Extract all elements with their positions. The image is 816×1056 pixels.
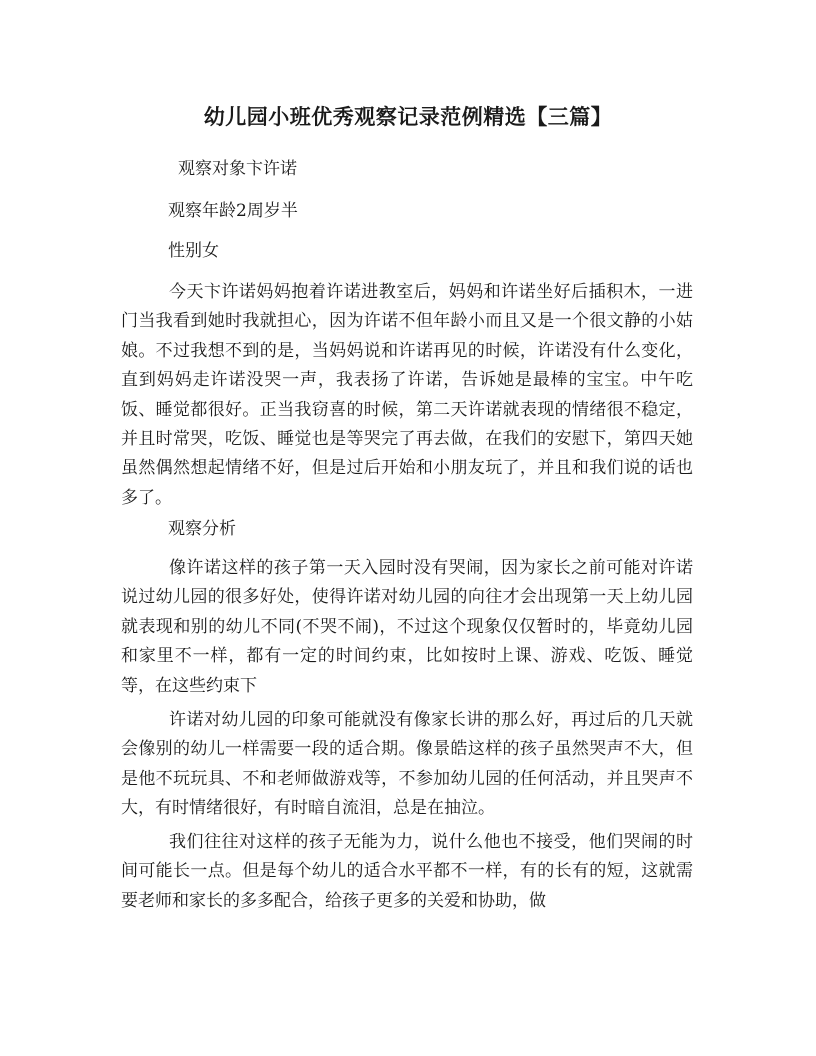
analysis-paragraph-3: 我们往往对这样的孩子无能为力，说什么他也不接受，他们哭闹的时间可能长一点。但是每个幼儿的适合水平都不一样，有的长有的短，这就需要老师和家长的多多配合，给孩子更多的关爱和协助，做 [121,832,693,911]
observation-paragraph: 今天卞许诺妈妈抱着许诺进教室后，妈妈和许诺坐好后插积木，一进门当我看到她时我就担心，因为许诺不但年龄小而且又是一个很文静的小姑娘。不过我想不到的是，当妈妈说和许诺再见的时候，许诺没有什么变化，直到妈妈走许诺没哭一声，我表扬了许诺，告诉她是最棒的宝宝。中午吃饭、睡觉都很好。正当我窃喜的时候，第二天许诺就表现的情绪很不稳定，并且时常哭，吃饭、睡觉也是等哭完了再去做，在我们的安慰下，第四天她虽然偶然想起情绪不好，但是过后开始和小朋友玩了，并且和我们说的话也多了。 [121,282,693,508]
document-title: 幼儿园小班优秀观察记录范例精选【三篇】 [203,105,613,129]
analysis-heading: 观察分析 [168,519,236,539]
observation-age: 观察年龄2周岁半 [168,201,298,221]
observation-subject: 观察对象卞许诺 [178,159,297,179]
observation-gender: 性别女 [168,241,219,261]
analysis-paragraph-2: 许诺对幼儿园的印象可能就没有像家长讲的那么好，再过后的几天就会像别的幼儿一样需要一段的适合期。像景皓这样的孩子虽然哭声不大，但是他不玩玩具、不和老师做游戏等，不参加幼儿园的任何活动，并且哭声不大，有时情绪很好，有时暗自流泪，总是在抽泣。 [121,710,693,819]
analysis-paragraph-1: 像许诺这样的孩子第一天入园时没有哭闹，因为家长之前可能对许诺说过幼儿园的很多好处，使得许诺对幼儿园的向往才会出现第一天上幼儿园就表现和别的幼儿不同(不哭不闹)，不过这个现象仅仅暂时的，毕竟幼儿园和家里不一样，都有一定的时间约束，比如按时上课、游戏、吃饭、睡觉等，在这些约束下 [121,558,693,696]
